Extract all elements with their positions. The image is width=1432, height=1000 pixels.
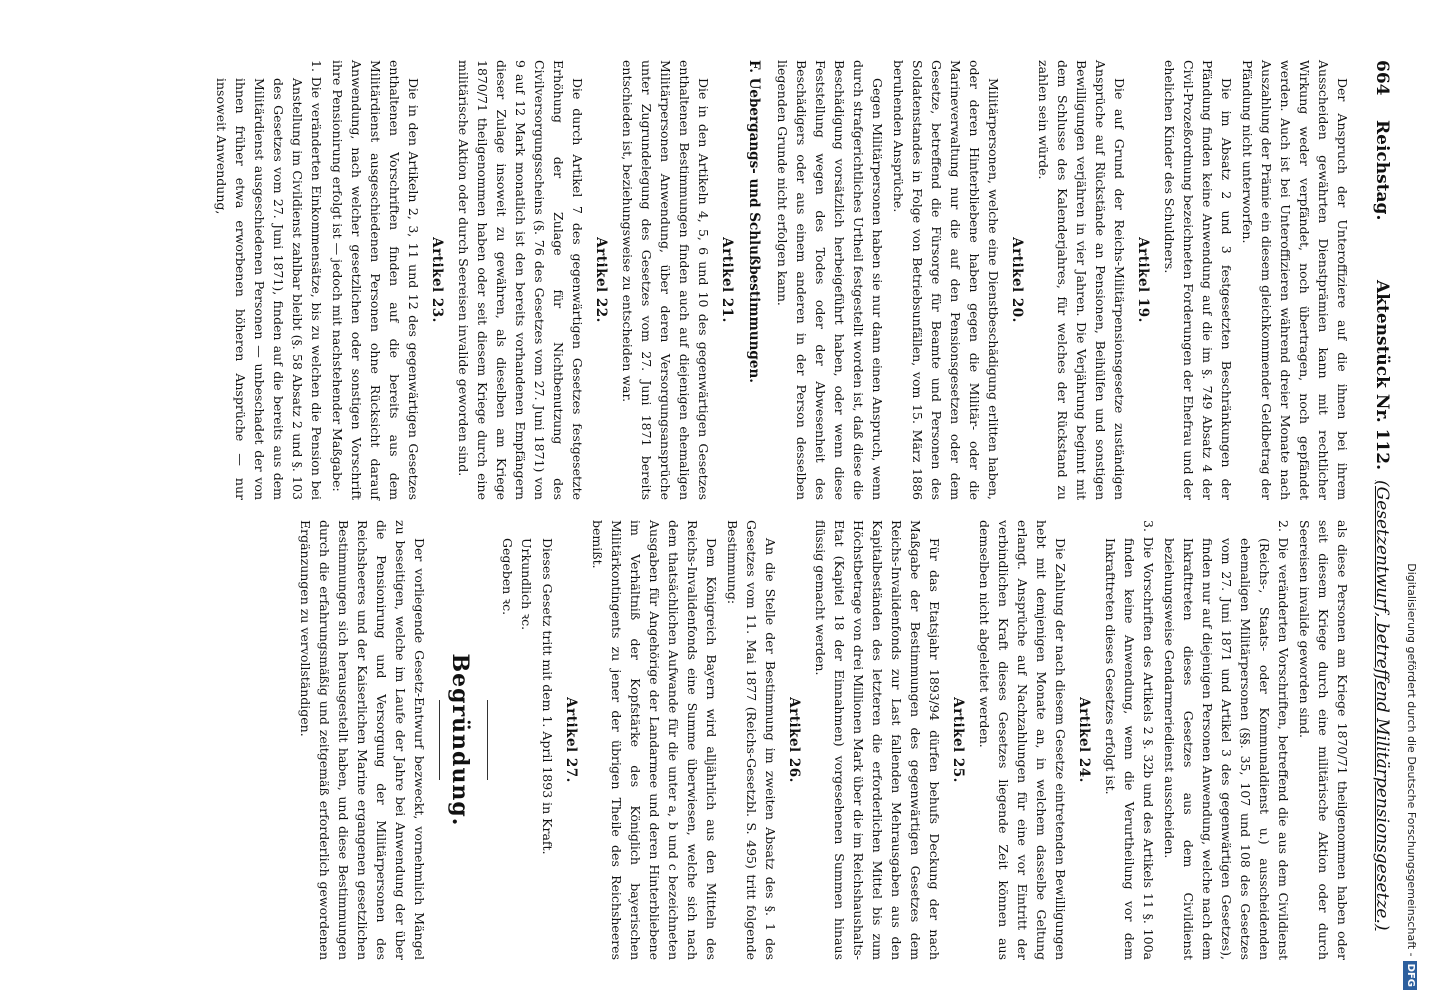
list-item: 3. Die Vorschriften des Artikels 2 §. 32b und des Artikels 11 §. 100a finden keine Anwendung, wenn die Verurtheilung vor dem Inkrafttreten dieses Gesetzes erfolgt ist. <box>1103 520 1156 960</box>
page-header <box>1366 60 1392 960</box>
watermark-text: Digitalisierung gefördert durch die Deutsche Forschungsgemeinschaft - <box>1405 563 1418 957</box>
article-heading: Artikel 23. <box>429 237 445 323</box>
paragraph: Dieses Gesetz tritt mit dem 1. April 1893 in Kraft. <box>540 538 555 855</box>
document-number: Aktenstück Nr. 112. <box>1372 280 1392 471</box>
paragraph: Die in den Artikeln 2, 3, 11 und 12 des gegenwärtigen Gesetzes enthaltenen Vorschriften finden auf die bereits aus dem Militärdienst ausgeschiedenen Personen ohne Rücksicht darauf Anwendung, nach welcher gesetzlichen oder sonstigen Vorschrift ihre Pensionirung erfolgt ist — jedoch mit nachstehender Maßgabe: <box>330 60 421 500</box>
list-item: 1. Die veränderten Einkommensätze, bis zu welchen die Pension bei Anstellung im Civildienst zahlbar bleibt (§. 58 Absatz 2 und §. 103 des Gesetzes vom 27. Juni 1871), finden auf die bereits aus dem Militärdienst ausgeschiedenen Personen — unbeschadet der von ihnen früher etwa erworbenen höheren Ansprüche — nur insoweit Anwendung, <box>214 60 324 500</box>
paragraph: Die im Absatz 2 und 3 festgesetzten Beschränkungen der Pfändung finden keine Anwendung auf die im §. 749 Absatz 4 der Civil-Prozeßordnung bezeichneten Forderungen der Ehefrau und der ehelichen Kinder des Schuldners. <box>1162 60 1234 500</box>
article-heading: Artikel 25. <box>950 697 966 783</box>
paragraph: Der Anspruch der Unteroffiziere auf die ihnen bei ihrem Ausscheiden gewährten Dienstprämien kann mit rechtlicher Wirkung weder verpfändet, noch übertragen, noch gepfändet werden. Auch ist bei Unteroffizieren während dreier Monate nach Auszahlung der Prämie ein diesem gleichkommender Geldbetrag der Pfändung nicht unterworfen. <box>1240 60 1350 500</box>
page-number: 664 <box>1372 60 1392 96</box>
document-title: (Gesetzentwurf, betreffend Militärpensionsgesetze.) <box>1372 480 1392 931</box>
digitization-watermark <box>1402 10 1428 990</box>
publication-name: Reichstag. <box>1372 120 1392 221</box>
section-heading: F. Uebergangs- und Schlußbestimmungen. <box>746 60 762 383</box>
divider-rule <box>487 700 488 780</box>
signature-line: Gegeben ꝛc. <box>500 538 515 616</box>
paragraph: als diese Personen am Kriege 1870/71 theilgenommen haben oder seit diesem Kriege durch eine militärische Aktion oder durch Seereisen invalide geworden sind. <box>1297 520 1350 960</box>
dfg-logo-icon: DFG <box>1403 961 1417 990</box>
article-heading: Artikel 20. <box>1009 237 1025 323</box>
paragraph: Die in den Artikeln 4, 5, 6 und 10 des gegenwärtigen Gesetzes enthaltenen Bestimmungen finden auch auf diejenigen ehemaligen Militärpersonen Anwendung, über deren Versorgungsansprüche unter Zugrundelegung des Gesetzes vom 27. Juni 1871 bereits entschieden ist, beziehungsweise zu entscheiden war. <box>620 60 711 500</box>
divider-rule <box>439 700 440 780</box>
paragraph: Der vorliegende Gesetz-Entwurf bezweckt, vornehmlich Mängel zu beseitigen, welche im Laufe der Jahre bei Anwendung der über die Pensionirung und Versorgung der Militärpersonen des Reichsheeres und der Kaiserlichen Marine ergangenen gesetzlichen Bestimmungen sich herausgestellt haben, und diese Bestimmungen durch die erfahrungsmäßig und zeitgemäß erforderlich gewordenen Ergänzungen zu vervollständigen. <box>298 520 427 960</box>
paragraph: An die Stelle der Bestimmung im zweiten Absatz des §. 1 des Gesetzes vom 11. Mai 1877 (Reichs-Gesetzbl. S. 495) tritt folgende Bestimmung: <box>725 520 778 960</box>
paragraph: Die Zahlung der nach diesem Gesetze eintretenden Bewilligungen hebt mit demjenigen Monate an, in welchem dasselbe Geltung erlangt. Ansprüche auf Nachzahlungen für eine vor Eintritt der verbindlichen Kraft dieses Gesetzes liegende Zeit können aus demselben nicht abgeleitet werden. <box>977 520 1068 960</box>
article-heading: Artikel 26. <box>786 697 802 783</box>
left-column <box>210 60 1352 500</box>
article-heading: Artikel 22. <box>593 237 609 323</box>
paragraph: Gegen Militärpersonen haben sie nur dann einen Anspruch, wenn durch strafgerichtliches Urtheil festgestellt worden ist, daß diese die Beschädigung vorsätzlich herbeigeführt haben, oder wenn diese Feststellung wegen des Todes oder der Abwesenheit des Beschädigers oder aus einem anderen in der Person desselben liegenden Grunde nicht erfolgen kann. <box>775 60 885 500</box>
right-column <box>294 520 1352 960</box>
article-heading: Artikel 24. <box>1076 697 1092 783</box>
paragraph: Die durch Artikel 7 des gegenwärtigen Gesetzes festgesetzte Erhöhung der Zulage für Nichtbenutzung des Civilversorgungsscheins (§. 76 des Gesetzes vom 27. Juni 1871) von 9 auf 12 Mark monatlich ist den bereits vorhandenen Empfängern dieser Zulage insoweit zu gewähren, als dieselben am Kriege 1870/71 theilgenommen haben oder seit diesem Kriege durch eine militärische Aktion oder durch Seereisen invalide geworden sind. <box>456 60 585 500</box>
article-heading: Artikel 21. <box>719 237 735 323</box>
list-item: 2. Die veränderten Vorschriften, betreffend die aus dem Civildienst (Reichs-, Staats- oder Kommunaldienst u.) ausscheidenden ehemaligen Militärpersonen (§§. 35, 107 und 108 des Gesetzes vom 27. Juni 1871 und Artikel 3 des gegenwärtigen Gesetzes), finden nur auf diejenigen Personen Anwendung, welche nach dem Inkrafttreten dieses Gesetzes aus dem Civildienst beziehungsweise Gendarmeriedienst ausscheiden. <box>1162 520 1291 960</box>
article-heading: Artikel 27. <box>563 697 579 783</box>
section-title: Begründung. <box>447 653 473 827</box>
paragraph: Für das Etatsjahr 1893/94 dürfen behufs Deckung der nach Maßgabe der Bestimmungen des gegenwärtigen Gesetzes dem Reichs-Invalidenfonds zur Last fallenden Mehrausgaben aus den Kapitalbeständen des letzteren die erforderlichen Mittel bis zum Höchstbetrage von drei Millionen Mark über die im Reichshaushalts-Etat (Kapitel 18 der Einnahmen) vorgesehenen Summen hinaus flüssig gemacht werden. <box>813 520 942 960</box>
paragraph: Dem Königreich Bayern wird alljährlich aus den Mitteln des Reichs-Invalidenfonds eine Summe überwiesen, welche sich nach dem thatsächlichen Aufwande für die unter a, b und c bezeichneten Ausgaben für Angehörige der Landarmee und deren Hinterbliebene im Verhältniß der Kopfstärke des Königlich bayerischen Militärkontingents zu jener der übrigen Theile des Reichsheeres bemißt. <box>590 520 719 960</box>
article-heading: Artikel 19. <box>1135 237 1151 323</box>
signature-line: Urkundlich ꝛc. <box>519 538 534 631</box>
paragraph: Die auf Grund der Reichs-Militärpensionsgesetze zuständigen Ansprüche auf Rückstände an Pensionen, Beihülfen und sonstigen Bewilligungen verjähren in vier Jahren. Die Verjährung beginnt mit dem Schlusse des Kalenderjahres, für welches der Rückstand zu zahlen sein würde. <box>1036 60 1127 500</box>
paragraph: Militärpersonen, welche eine Dienstbeschädigung erlitten haben, oder deren Hinterbliebene haben gegen die Militär- oder die Marineverwaltung nur die auf den Pensionsgesetzen oder dem Gesetze, betreffend die Fürsorge für Beamte und Personen des Soldatenstandes in Folge von Betriebsunfällen, vom 15. März 1886 beruhenden Ansprüche. <box>891 60 1001 500</box>
